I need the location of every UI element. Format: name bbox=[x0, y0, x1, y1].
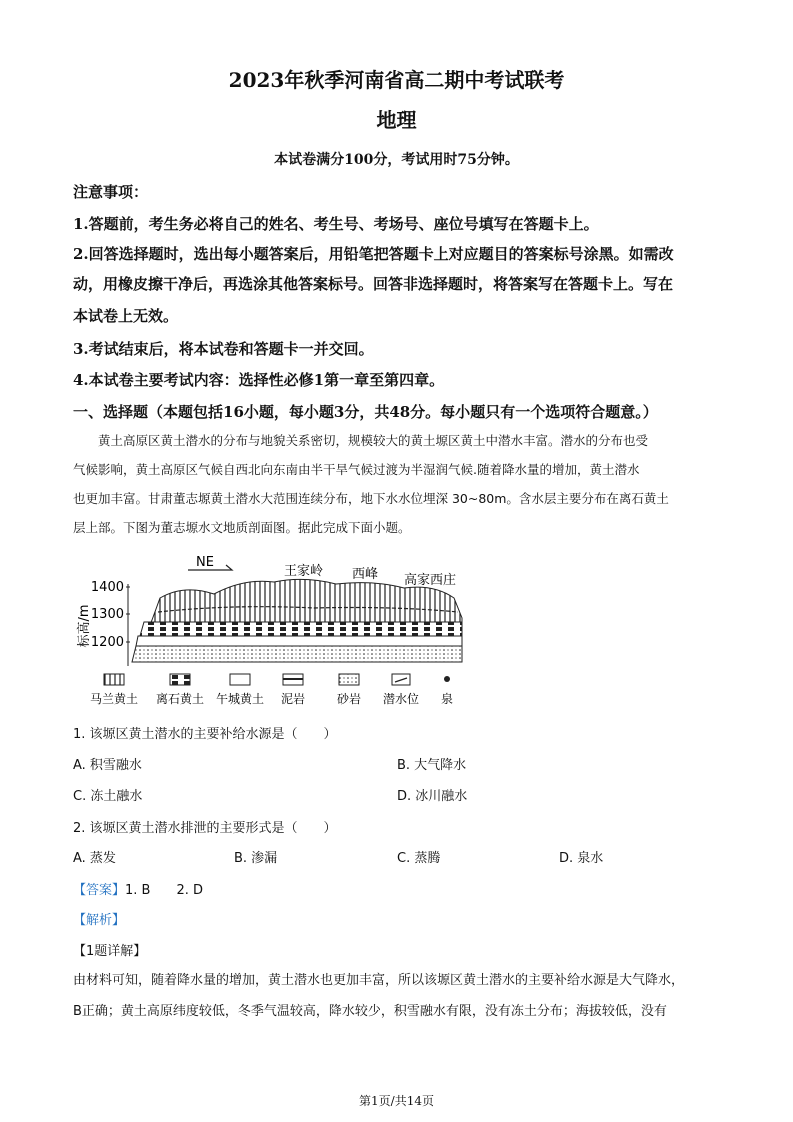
question-option[interactable]: C. 蒸腾 bbox=[397, 851, 441, 866]
notice-heading: 注意事项： bbox=[73, 183, 149, 201]
question-stem: 2. 该塬区黄土潜水排泄的主要形式是（ ） bbox=[73, 821, 337, 836]
legend-swatch bbox=[170, 674, 190, 685]
legend-label: 砂岩 bbox=[336, 692, 362, 706]
notice-item: 4.本试卷主要考试内容：选择性必修1第一章至第四章。 bbox=[73, 371, 445, 389]
section-heading: 一、选择题（本题包括16小题，每小题3分，共48分。每小题只有一个选项符合题意。） bbox=[73, 403, 658, 421]
notice-item: 2.回答选择题时，选出每小题答案后，用铅笔把答题卡上对应题目的答案标号涂黑。如需改 bbox=[73, 245, 674, 263]
place-label: 王家岭 bbox=[284, 564, 324, 579]
question-option[interactable]: A. 蒸发 bbox=[73, 851, 116, 866]
place-label: 高家西庄 bbox=[404, 573, 457, 588]
question-option[interactable]: B. 大气降水 bbox=[397, 758, 467, 773]
legend-label: 泥岩 bbox=[280, 692, 306, 706]
question-option[interactable]: A. 积雪融水 bbox=[73, 758, 142, 773]
notice-item: 1.答题前，考生务必将自己的姓名、考生号、考场号、座位号填写在答题卡上。 bbox=[73, 215, 599, 233]
sandstone-layer bbox=[132, 646, 462, 662]
detail-text bbox=[73, 965, 723, 1027]
legend-swatch bbox=[104, 674, 124, 685]
legend-label: 潜水位 bbox=[382, 692, 420, 706]
answer-label: 【答案】 bbox=[73, 883, 126, 898]
place-label: 西峰 bbox=[352, 567, 379, 582]
passage-line: 黄土高原区黄土潜水的分布与地貌关系密切，规模较大的黄土塬区黄土中潜水丰富。潜水的分布也受 bbox=[98, 433, 649, 448]
legend-swatch bbox=[230, 674, 250, 685]
detail-line: B正确；黄土高原纬度较低，冬季气温较高，降水较少，积雪融水有限，没有冻土分布；海拔较低，没有 bbox=[73, 1004, 667, 1019]
legend-label: 离石黄土 bbox=[155, 692, 205, 706]
page-footer: 第1页/共14页 bbox=[359, 1094, 434, 1108]
legend-label: 马兰黄土 bbox=[89, 692, 139, 706]
notice-item: 动，用橡皮擦干净后，再选涂其他答案标号。回答非选择题时，将答案写在答题卡上。写在 bbox=[73, 275, 674, 293]
lishi-loess-layer bbox=[140, 622, 462, 636]
detail-heading: 【1题详解】 bbox=[73, 944, 147, 959]
direction-label: NE bbox=[196, 555, 214, 570]
question-option[interactable]: D. 冰川融水 bbox=[397, 789, 468, 804]
passage-line: 层上部。下图为董志塬水文地质剖面图。据此完成下面小题。 bbox=[73, 520, 411, 535]
cross-section-figure bbox=[74, 548, 474, 712]
question-option[interactable]: B. 渗漏 bbox=[234, 851, 278, 866]
notice-item: 3.考试结束后，将本试卷和答题卡一并交回。 bbox=[73, 340, 374, 358]
y-axis-label: 标高/m bbox=[77, 604, 92, 648]
exam-title: 2023年秋季河南省高二期中考试联考 bbox=[228, 68, 565, 92]
wucheng-loess-layer bbox=[136, 636, 462, 646]
y-tick-1400: 1400 bbox=[90, 580, 124, 595]
legend-label: 泉 bbox=[440, 692, 454, 706]
y-tick-1200: 1200 bbox=[90, 635, 124, 650]
notice-item: 本试卷上无效。 bbox=[73, 307, 179, 325]
score-line: 本试卷满分100分，考试用时75分钟。 bbox=[274, 152, 519, 168]
y-tick-1300: 1300 bbox=[90, 607, 124, 622]
subject-title: 地理 bbox=[376, 108, 417, 132]
legend-swatch bbox=[339, 674, 359, 685]
analysis-label: 【解析】 bbox=[73, 913, 126, 928]
detail-line: 由材料可知，随着降水量的增加，黄土潜水也更加丰富，所以该塬区黄土潜水的主要补给水源是大气降水， bbox=[73, 973, 685, 988]
question-option[interactable]: C. 冻土融水 bbox=[73, 789, 143, 804]
legend-label: 午城黄土 bbox=[215, 692, 265, 706]
passage-line: 也更加丰富。甘肃董志塬黄土潜水大范围连续分布，地下水水位埋深 30~80m。含水层主要分布在离石黄土 bbox=[73, 491, 669, 506]
answer-line bbox=[73, 879, 203, 898]
answer-text: 1. B 2. D bbox=[125, 883, 204, 898]
spring-icon bbox=[444, 676, 450, 682]
question-option[interactable]: D. 泉水 bbox=[559, 851, 604, 866]
passage-line: 气候影响，黄土高原区气候自西北向东南由半干旱气候过渡为半湿润气候.随着降水量的增加，黄土潜水 bbox=[73, 462, 640, 477]
passage bbox=[73, 426, 723, 542]
question-stem: 1. 该塬区黄土潜水的主要补给水源是（ ） bbox=[73, 727, 337, 742]
